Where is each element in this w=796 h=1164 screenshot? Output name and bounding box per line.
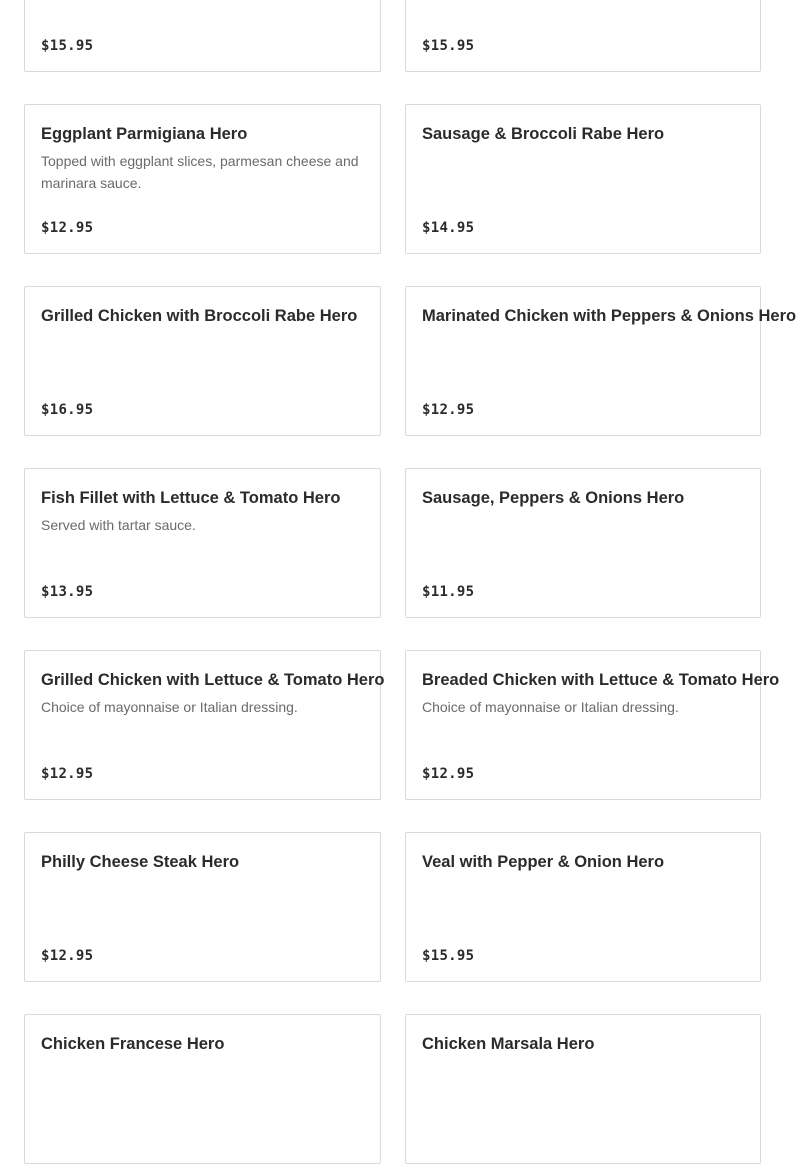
menu-item-price: $12.95	[41, 220, 94, 236]
menu-item-name: Chicken Marsala Hero	[422, 1035, 595, 1053]
menu-item-description: Choice of mayonnaise or Italian dressing.	[422, 699, 679, 715]
menu-item-description: Topped with eggplant slices, parmesan cheese and marinara sauce.	[41, 153, 359, 191]
menu-item-name: Grilled Chicken with Lettuce & Tomato Hero	[41, 671, 385, 689]
menu-item-card[interactable]	[405, 650, 780, 800]
menu-item-price: $12.95	[422, 402, 475, 418]
menu-item-grid	[24, 0, 796, 1164]
menu-item-card[interactable]	[405, 1014, 761, 1164]
menu-item-price: $13.95	[41, 584, 94, 600]
menu-item-price: $12.95	[41, 948, 94, 964]
menu-item-card[interactable]	[24, 1014, 381, 1164]
menu-item-name: Eggplant Parmigiana Hero	[41, 125, 248, 143]
menu-item-price: $15.95	[41, 38, 94, 54]
menu-item-price: $14.95	[422, 220, 475, 236]
menu-item-description: Choice of mayonnaise or Italian dressing.	[41, 699, 298, 715]
menu-item-name: Breaded Chicken with Lettuce & Tomato Hero	[422, 671, 780, 689]
menu-item-card[interactable]	[405, 468, 761, 618]
menu-item-name: Chicken Francese Hero	[41, 1035, 225, 1053]
menu-item-name: Marinated Chicken with Peppers & Onions Hero	[422, 307, 796, 325]
menu-item-card[interactable]	[405, 0, 761, 72]
menu-item-price: $12.95	[41, 766, 94, 782]
menu-item-name: Philly Cheese Steak Hero	[41, 853, 240, 871]
menu-item-price: $12.95	[422, 766, 475, 782]
menu-item-name: Sausage & Broccoli Rabe Hero	[422, 125, 665, 143]
menu-item-card[interactable]	[405, 286, 796, 436]
menu-item-price: $11.95	[422, 584, 475, 600]
menu-item-name: Sausage, Peppers & Onions Hero	[422, 489, 685, 507]
menu-item-description: Served with tartar sauce.	[41, 517, 196, 533]
menu-item-card[interactable]	[24, 0, 381, 72]
menu-item-card[interactable]	[24, 286, 381, 436]
menu-item-name: Veal with Pepper & Onion Hero	[422, 853, 665, 871]
menu-item-card[interactable]	[24, 832, 381, 982]
menu-item-price: $16.95	[41, 402, 94, 418]
menu-item-price: $15.95	[422, 38, 475, 54]
menu-item-card[interactable]	[24, 650, 385, 800]
menu-item-card[interactable]	[405, 832, 761, 982]
menu-item-card[interactable]	[24, 468, 381, 618]
menu-item-name: Grilled Chicken with Broccoli Rabe Hero	[41, 307, 358, 325]
menu-item-card[interactable]	[405, 104, 761, 254]
menu-item-name: Fish Fillet with Lettuce & Tomato Hero	[41, 489, 341, 507]
menu-item-card[interactable]	[24, 104, 381, 254]
menu-item-price: $15.95	[422, 948, 475, 964]
